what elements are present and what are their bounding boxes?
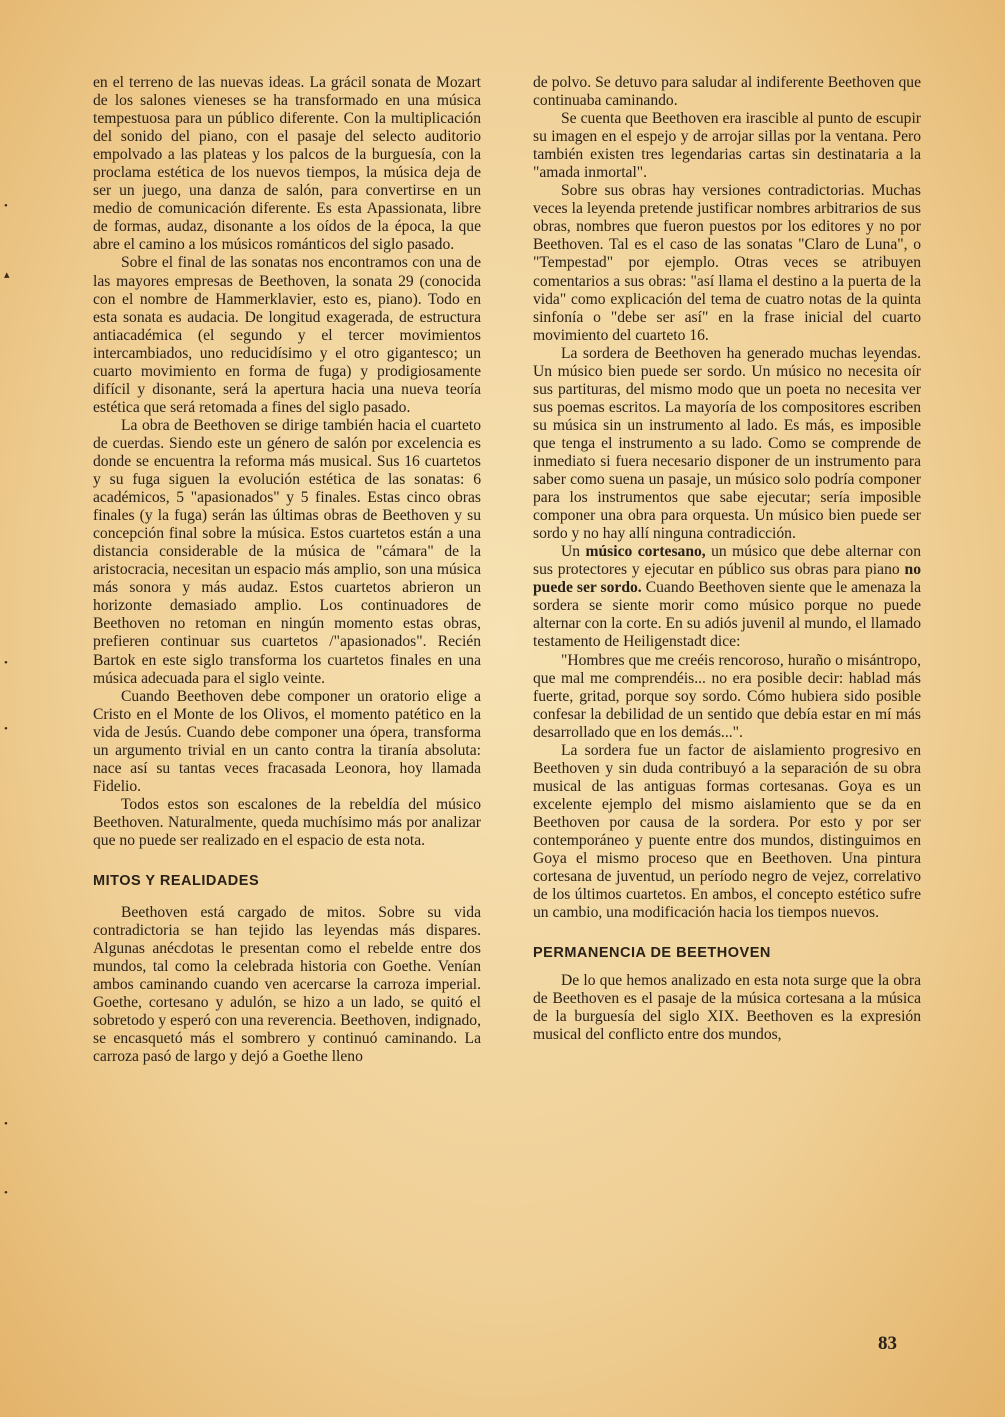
paragraph: Beethoven está cargado de mitos. Sobre su vida contradictoria se han tejido las leyendas más dispares. Algunas anécdotas le presentan como el rebelde entre dos mundos, tal como la celebrada historia con Goethe. Venían ambos caminando cuando ven acercarse la carroza imperial. Goethe, cortesano y adulón, se hizo a un lado, se quitó el sobretodo y esperó con una reverencia. Beethoven, indignado, se encasquetó más el sombrero y continuó caminando. La carroza pasó de largo y dejó a Goethe lleno xyxy=(93,904,481,1066)
paragraph: en el terreno de las nuevas ideas. La grácil sonata de Mozart de los salones vieneses se ha transformado en una música tempestuosa para un público diferente. Con la multiplicación del sonido del piano, con el pasaje del selecto auditorio empolvado a las plateas y los palcos de la burguesía, con la proclama estética de los nuevos tiempos, la música deja de ser un juego, una danza de salón, para convertirse en un medio de comunicación diferente. Es esta Apassionata, libre de formas, audaz, disonante a los oídos de la época, la que abre el camino a los músicos románticos del siglo pasado. xyxy=(93,74,481,254)
paragraph: La sordera de Beethoven ha generado muchas leyendas. Un músico bien puede ser sordo. Un músico no necesita oír sus partituras, del mismo modo que un poeta no necesita ver sus poemas escritos. La mayoría de los compositores escriben su música sin un instrumento al lado. Es más, es imposible que tenga el instrumento a su lado. Como se comprende de inmediato si fuera necesario disponer de un instrumento para saber como suena un pasaje, un músico solo podría componer para los instrumentos que sabe ejecutar; sería imposible componer una obra para orquesta. Un músico bien puede ser sordo y no hay allí ninguna contradicción. xyxy=(533,344,921,543)
paragraph: de polvo. Se detuvo para saludar al indiferente Beethoven que continuaba caminando. xyxy=(533,74,921,110)
margin-mark-icon: ▴ xyxy=(4,269,10,281)
margin-mark-icon: • xyxy=(4,1118,8,1130)
paragraph: La sordera fue un factor de aislamiento progresivo en Beethoven y sin duda contribuyó a la separación de su obra musical de las antiguas formas cortesanas. Goya es un excelente ejemplo del mismo aislamiento que se da en Beethoven por causa de la sordera. Por esto y por ser contemporáneo y puente entre dos mundos, distinguimos en Goya el mismo proceso que en Beethoven. Una pintura cortesana de juventud, un período negro de vejez, correlativo de los últimos cuartetos. En ambos, el concepto estético sufre un cambio, una modificación hacia los tiempos nuevos. xyxy=(533,741,921,922)
margin-mark-icon: • xyxy=(4,657,8,669)
left-column xyxy=(93,74,481,1066)
bold-phrase: no puede ser sordo. xyxy=(533,561,921,597)
margin-mark-icon: • xyxy=(4,200,8,212)
section-heading: PERMANENCIA DE BEETHOVEN xyxy=(533,945,771,962)
paragraph: Todos estos son escalones de la rebeldía del músico Beethoven. Naturalmente, queda muchísimo más por analizar que no puede ser realizado en el espacio de esta nota. xyxy=(93,795,481,849)
paragraph: La obra de Beethoven se dirige también hacia el cuarteto de cuerdas. Siendo este un género de salón por excelencia es donde se encuentra la reforma más musical. Sus 16 cuartetos y su fuga siguen la evolución estética de las sonatas: 6 académicos, 5 "apasionados" y 5 finales. Estas cinco obras finales (y la fuga) serán las últimas obras de Beethoven y su concepción final sobre la música. Estos cuartetos están a una distancia considerable de la música de "cámara" de la aristocracia, necesitan un espacio más amplio, son una música más sonora y más audaz. Estos cuartetos abrieron un horizonte demasiado amplio. Los continuadores de Beethoven no retoman en ningún momento estas obras, prefieren continuar sus cuartetos /"apasionados". Recién Bartok en este siglo transforma los cuartetos finales en una música adecuada para el siglo veinte. xyxy=(93,416,481,687)
bold-phrase: músico cortesano, xyxy=(585,543,706,561)
paragraph: Cuando Beethoven debe componer un oratorio elige a Cristo en el Monte de los Olivos, el momento patético en la vida de Jesús. Cuando debe componer una ópera, transforma un argumento trivial en un canto contra la tiranía absoluta: nace así su tantas veces fracasada Leonora, hoy llamada Fidelio. xyxy=(93,687,481,795)
text-run: un músico que debe alternar con sus protectores y ejecutar en público sus obras para piano xyxy=(533,543,921,579)
paragraph xyxy=(533,543,921,651)
margin-mark-icon: • xyxy=(4,723,8,735)
right-column xyxy=(533,74,921,1044)
paragraph: De lo que hemos analizado en esta nota surge que la obra de Beethoven es el pasaje de la música cortesana a la música de la burguesía del siglo XIX. Beethoven es la expresión musical del conflicto entre dos mundos, xyxy=(533,972,921,1044)
quote-paragraph: "Hombres que me creéis rencoroso, huraño o misántropo, que mal me comprendéis... no era posible decir: hablad más fuerte, gritad, porque soy sordo. Cómo hubiera sido posible confesar la debilidad de un sentido que debía estar en mí más desarrollado que en los demás...". xyxy=(533,651,921,741)
page-number: 83 xyxy=(878,1333,897,1354)
margin-mark-icon: • xyxy=(4,1187,8,1199)
text-run: Cuando Beethoven siente que le amenaza la sordera se siente morir como músico porque no puede alternar con la corte. En su adiós juvenil al mundo, el llamado testamento de Heiligenstadt dice: xyxy=(533,579,921,651)
paragraph: Se cuenta que Beethoven era irascible al punto de escupir su imagen en el espejo y de arrojar sillas por la ventana. Pero también existen tres legendarias cartas sin destinataria a la "amada inmortal". xyxy=(533,110,921,182)
paragraph: Sobre sus obras hay versiones contradictorias. Muchas veces la leyenda pretende justificar nombres arbitrarios de sus obras, nombres que fueron puestos por los editores y no por Beethoven. Tal es el caso de las sonatas "Claro de Luna", o "Tempestad" por ejemplo. Otras veces se atribuyen comentarios a sus obras: "así llama el destino a la puerta de la vida" como explicación del tema de cuatro notas de la quinta sinfonía o "debe ser así" en la frase inicial del cuarto movimiento del cuarteto 16. xyxy=(533,182,921,344)
text-run: Un xyxy=(561,543,586,561)
paragraph: Sobre el final de las sonatas nos encontramos con una de las mayores empresas de Beethoven, la sonata 29 (conocida con el nombre de Hammerklavier, esto es, piano). Todo en esta sonata es audacia. De longitud exagerada, de estructura antiacadémica (el segundo y el tercer movimientos intercambiados, uno reducidísimo y el otro gigantesco; un cuarto movimiento en forma de fuga) y prodigiosamente difícil y disonante, será la apertura hacia una nueva teoría estética que será retomada a fines del siglo pasado. xyxy=(93,254,481,416)
section-heading: MITOS Y REALIDADES xyxy=(93,873,260,890)
